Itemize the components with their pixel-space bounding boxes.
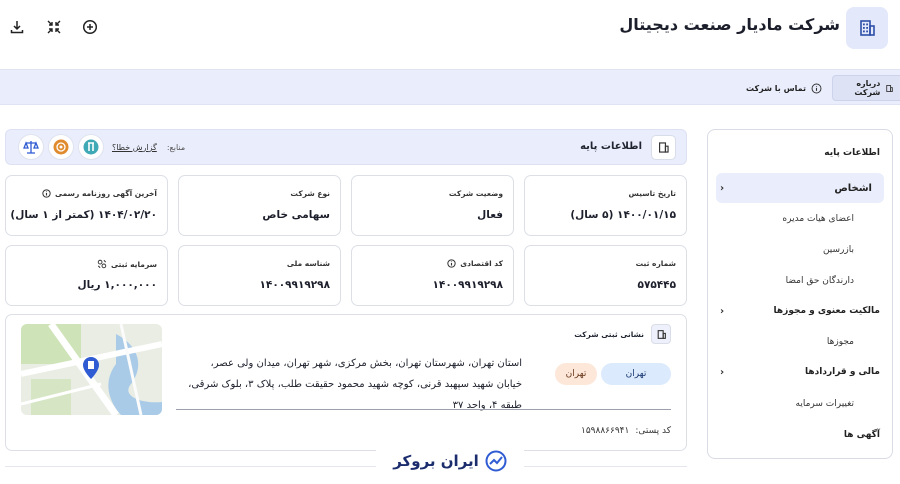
watermark (376, 443, 524, 479)
source-emblem-icon[interactable] (78, 134, 104, 160)
address-title: نشانی ثبتی شرکت (574, 330, 644, 339)
tab-label: درباره شرکت (854, 79, 881, 97)
postal-value: ۱۵۹۸۸۶۶۹۴۱ (581, 426, 630, 436)
card-company-type (178, 175, 341, 236)
add-circle-icon[interactable] (79, 16, 101, 38)
sidebar-item-inspectors[interactable] (708, 237, 892, 263)
card-label-wrap (97, 259, 157, 269)
sidebar-item-label: مالی و قراردادها (805, 367, 880, 377)
address-text: استان تهران، شهرستان تهران، بخش مرکزی، شهر تهران، میدان ولی عصر، خیابان شهید سپهبد قرنی، کوچه شهید محمود حقیقت طلب، پلاک ۳، بلوک شرقی، طبقه ۴، واحد ۳۷ (188, 358, 522, 411)
card-label: وضعیت شرکت (448, 189, 503, 198)
card-value: ۱۴۰۰۹۹۱۹۲۹۸ (259, 279, 330, 291)
divider (5, 466, 687, 467)
sidebar-item-label: اعضای هیات مدیره (782, 214, 854, 224)
sidebar-item-ip-licenses[interactable] (708, 298, 892, 324)
card-label: سرمایه ثبتی (110, 259, 157, 269)
postal-label: کد پستی: (635, 426, 671, 436)
sidebar-item-label: دارندگان حق امضا (785, 276, 854, 286)
sidebar (707, 129, 893, 459)
card-value: ۵۷۵۴۴۵ (637, 279, 676, 291)
chevron-left-icon: ‹ (720, 305, 725, 317)
card-label-wrap (42, 189, 157, 198)
card-label: کد اقتصادی (460, 259, 503, 268)
source-seal-icon[interactable] (48, 134, 74, 160)
company-name: شرکت مادیار صنعت دیجیتال (619, 15, 840, 34)
sidebar-item-capital-changes[interactable] (708, 391, 892, 417)
tabs-bar (0, 69, 900, 105)
building-icon (651, 324, 671, 344)
tab-about-company[interactable] (832, 75, 900, 101)
sidebar-item-persons[interactable] (716, 173, 884, 203)
tab-contact-company[interactable] (740, 75, 828, 101)
card-label: نوع شرکت (290, 189, 330, 198)
card-last-gazette (5, 175, 168, 236)
coins-icon (97, 259, 107, 269)
card-value: سهامی خاص (262, 209, 330, 221)
sources-label: منابع: (166, 142, 186, 152)
collapse-arrows-icon[interactable] (43, 16, 65, 38)
card-establishment-date (524, 175, 687, 236)
sidebar-item-board-members[interactable] (708, 206, 892, 232)
map-pin-icon (82, 356, 100, 380)
trend-logo-icon (485, 450, 507, 472)
sources (18, 134, 185, 160)
sidebar-item-signatories[interactable] (708, 268, 892, 294)
card-company-status (351, 175, 514, 236)
card-value: ۱,۰۰۰,۰۰۰ ریال (77, 279, 157, 291)
sidebar-item-label: آگهی ها (843, 430, 880, 440)
tab-label: تماس با شرکت (746, 83, 806, 93)
source-scales-icon[interactable] (18, 134, 44, 160)
divider (176, 409, 671, 410)
sidebar-item-label: مالکیت معنوی و مجوزها (773, 306, 880, 316)
chevron-left-icon: ‹ (720, 366, 725, 378)
postal-code (581, 426, 671, 436)
sidebar-item-label: اشخاص (834, 182, 872, 194)
report-error-link[interactable]: گزارش خطا؟ (112, 142, 157, 152)
download-icon[interactable] (6, 16, 28, 38)
building-icon (857, 18, 877, 38)
card-value: ۱۴۰۴/۰۲/۲۰ (کمتر از ۱ سال) (10, 209, 157, 221)
info-icon[interactable] (447, 259, 456, 268)
card-national-id (178, 245, 341, 306)
sidebar-item-basic-info[interactable] (708, 140, 892, 166)
section-title: اطلاعات پایه (580, 141, 642, 152)
province-chip: تهران (601, 363, 671, 385)
sidebar-item-label: مجوزها (826, 337, 854, 347)
card-label: تاریخ تاسیس (628, 189, 676, 198)
building-icon (885, 83, 894, 94)
card-registration-number (524, 245, 687, 306)
sidebar-item-licenses[interactable] (708, 329, 892, 355)
card-label: شماره ثبت (635, 259, 676, 268)
sidebar-item-label: اطلاعات پایه (824, 148, 880, 158)
location-map[interactable] (21, 324, 162, 415)
watermark-text: ایران بروکر (393, 452, 479, 470)
address-card (5, 314, 687, 451)
section-header (5, 129, 687, 165)
company-logo (846, 7, 888, 49)
city-chip: تهران (555, 363, 597, 385)
chevron-left-icon: ‹ (720, 182, 725, 194)
card-registered-capital (5, 245, 168, 306)
sidebar-item-announcements[interactable] (708, 422, 892, 448)
card-value: ۱۴۰۰۹۹۱۹۲۹۸ (432, 279, 503, 291)
card-label-wrap (447, 259, 503, 268)
info-icon[interactable] (42, 189, 51, 198)
sidebar-item-finance-contracts[interactable] (708, 359, 892, 385)
card-value: ۱۴۰۰/۰۱/۱۵ (۵ سال) (570, 209, 676, 221)
sidebar-item-label: بازرسین (822, 245, 854, 255)
card-value: فعال (477, 209, 503, 221)
info-icon (811, 83, 822, 94)
sidebar-item-label: تغییرات سرمایه (795, 399, 854, 409)
building-icon (651, 135, 676, 160)
page-header (0, 0, 900, 68)
card-economic-code (351, 245, 514, 306)
card-label: شناسه ملی (286, 259, 330, 268)
card-label: آخرین آگهی روزنامه رسمی (55, 189, 157, 198)
